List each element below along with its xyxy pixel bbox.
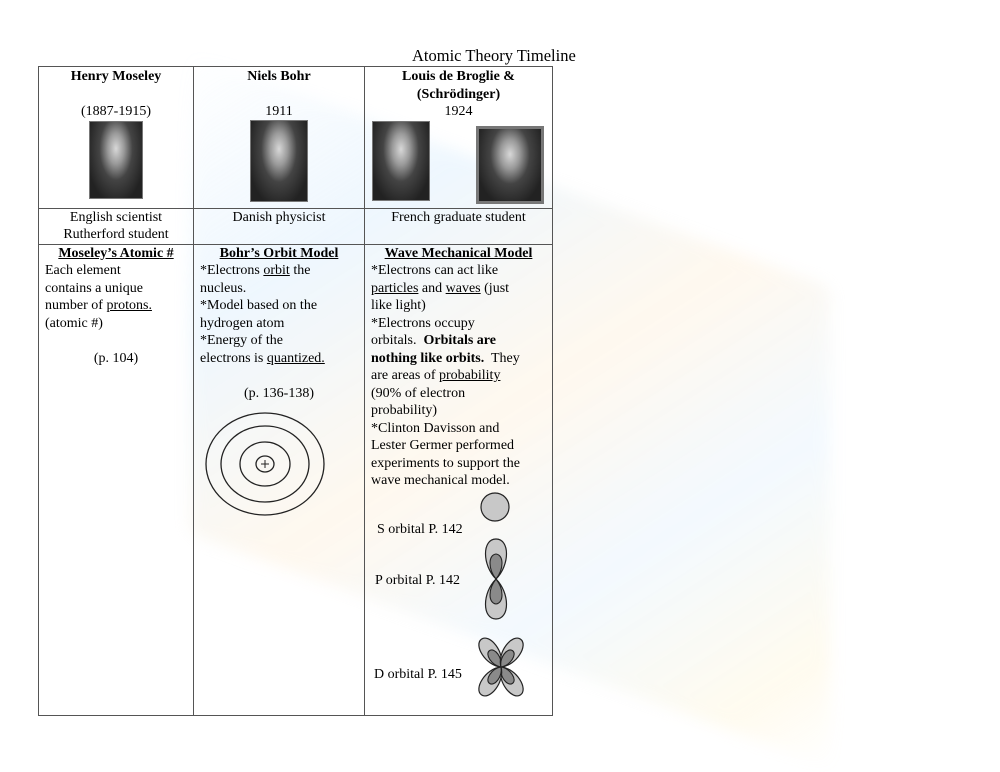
header-cell-moseley [39,67,194,209]
text: are areas of [371,368,440,383]
text: and [418,280,446,296]
text: number of [45,298,107,313]
text: They [484,350,520,366]
photo-niels-bohr [250,120,308,202]
body-line [371,367,546,385]
text: the [289,263,311,278]
scientist-date: 1924 [444,104,473,119]
description-de-broglie [365,208,553,244]
header-cell-bohr [194,67,365,209]
description-moseley [39,208,194,244]
underlined-term: orbit [263,263,290,278]
header-row [39,67,553,209]
model-cell-de-broglie [365,244,553,715]
text: electrons is [200,350,267,366]
body-line [371,280,546,298]
description-line: Rutherford student [63,227,169,242]
underlined-term: quantized. [266,350,325,366]
body-line: contains a unique [45,280,143,296]
description-row [39,208,553,244]
s-orbital-icon [479,491,513,525]
page-reference: (p. 136-138) [244,385,314,401]
body-line: hydrogen atom [200,315,285,331]
description-bohr [194,208,365,244]
body-line: like light) [371,298,426,313]
description-line: French graduate student [391,209,526,225]
body-line: experiments to support the [371,455,520,471]
timeline-table [38,66,553,716]
header-cell-de-broglie [365,67,553,209]
body-line [371,350,546,368]
body-line: (atomic #) [45,315,103,331]
body-line: probability) [371,403,438,418]
p-orbital-label: P orbital P. 142 [375,572,461,588]
bold-text: Orbitals are [423,333,496,348]
scientist-name: Niels Bohr [247,69,311,84]
scientist-name-secondary: (Schrödinger) [416,86,501,102]
d-orbital-icon [465,631,537,703]
scientist-date: (1887-1915) [81,103,151,119]
section-title: Wave Mechanical Model [384,245,533,261]
underlined-term: protons. [106,298,152,313]
body-line: *Electrons can act like [371,263,499,278]
text: (just [480,280,510,296]
underlined-term: particles [371,280,419,296]
description-line: English scientist [69,209,163,225]
body-line [45,297,187,315]
photo-louis-de-broglie [372,121,430,201]
description-line: Danish physicist [232,209,326,225]
body-line: wave mechanical model. [371,473,510,488]
photo-henry-moseley [89,121,143,199]
page-reference: (p. 104) [93,350,139,366]
model-cell-bohr [194,244,365,715]
d-orbital-label: D orbital P. 145 [374,666,462,682]
body-line: *Model based on the [200,298,318,313]
body-line: Each element [45,263,121,278]
model-cell-moseley [39,244,194,715]
body-line [371,332,546,350]
underlined-term: waves [445,280,481,296]
p-orbital-icon [480,535,514,625]
body-line: *Energy of the [200,333,283,348]
section-title: Bohr’s Orbit Model [219,245,339,261]
underlined-term: probability [439,368,501,383]
section-title: Moseley’s Atomic # [58,245,174,261]
body-line: Lester Germer performed [371,438,515,453]
scientist-name: Louis de Broglie & [402,69,515,84]
scientist-date: 1911 [265,103,293,119]
body-line: (90% of electron [371,385,466,401]
body-line [200,350,358,368]
text: *Electrons [200,263,264,278]
text: orbitals. [371,333,424,348]
bold-text: nothing like orbits. [371,350,485,366]
photo-erwin-schrodinger [476,126,544,204]
document-title: Atomic Theory Timeline [412,46,576,65]
body-line: nucleus. [200,280,247,296]
bohr-orbit-diagram [202,408,348,518]
body-line: *Electrons occupy [371,315,475,331]
scientist-name: Henry Moseley [70,69,162,84]
body-line [200,262,358,280]
body-line: *Clinton Davisson and [371,420,500,436]
model-row [39,244,553,715]
s-orbital-label: S orbital P. 142 [377,521,463,537]
